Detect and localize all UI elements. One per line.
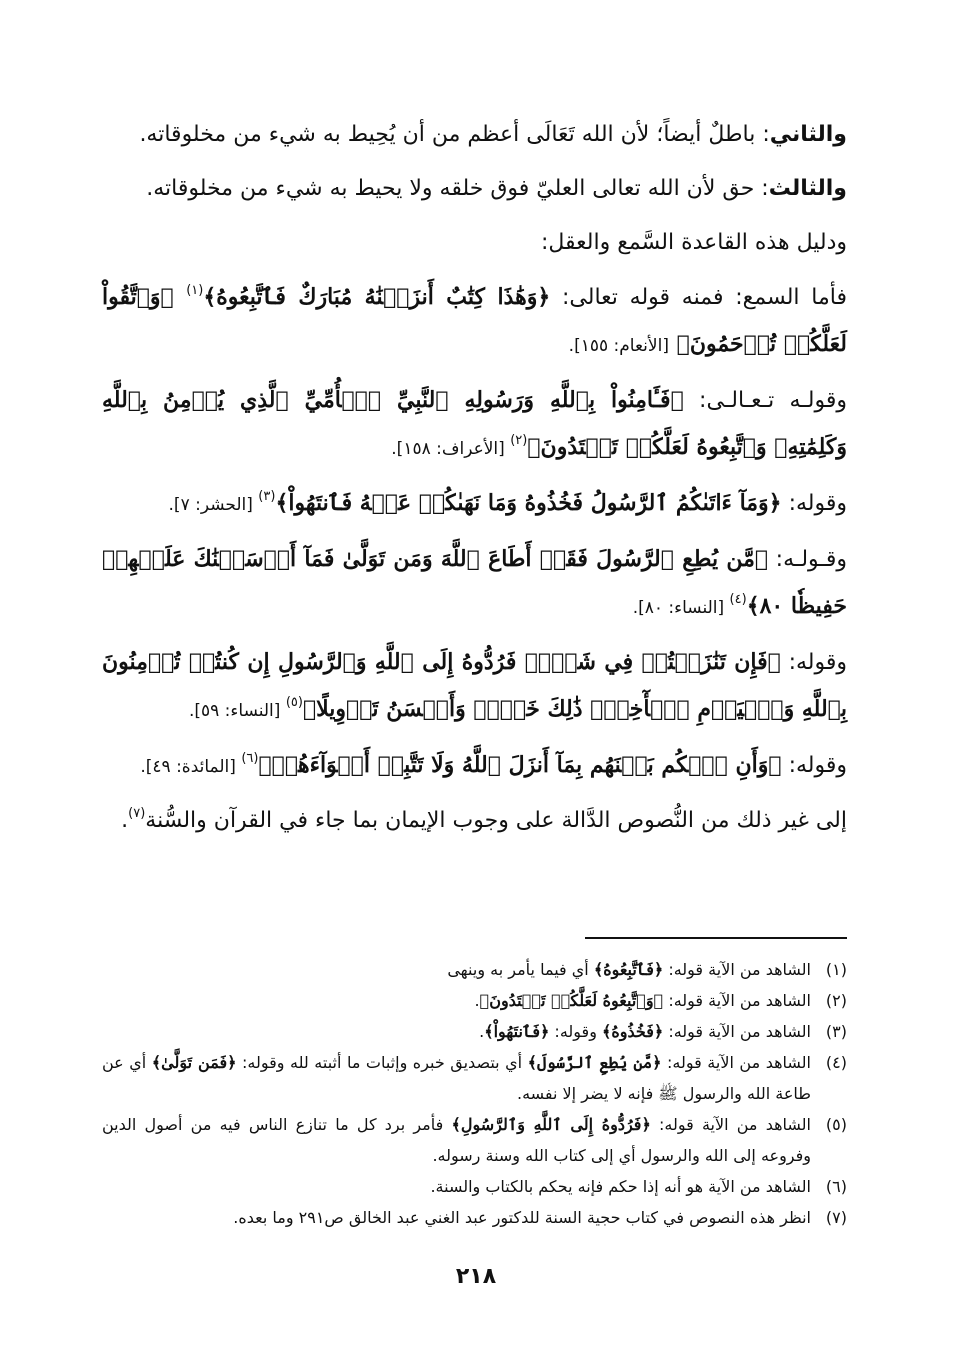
footnote-number: (١) (825, 960, 847, 979)
footnote-post: أي عن طاعة الله والرسول ﷺ فإنه لا يضر إلا نفسه. (102, 1053, 811, 1103)
paragraph-verse-hashr (102, 480, 847, 528)
footnote-pre: الشاهد من الآية قوله: (650, 1115, 811, 1134)
paragraph-verse-araf (102, 377, 847, 472)
paragraph-text: : باطلٌ أيضاً؛ لأن الله تَعَالَى أعظم من أن يُحِيط به شيء من مخلوقاته. (139, 122, 770, 147)
quran-verse: ﴿وَٱتَّقُواْ لَعَلَّكُمۡ تُرۡحَمُونَ﴾ (102, 284, 847, 357)
footnote-pre: الشاهد من الآية قوله: (663, 960, 811, 979)
paragraph-text: وقوله: (781, 491, 847, 516)
paragraph-conclusion (102, 798, 847, 844)
verse-reference: [النساء: ٥٩]. (188, 701, 286, 721)
footnote-post: فأمر برد كل ما تنازع الناس فيه من أصول الدين وفروعه إلى الله والرسول أي إلى كتاب الله وسنة رسوله. (102, 1115, 811, 1165)
quran-verse: ﴿فَٱتَّبِعُوهُ﴾ (593, 960, 664, 979)
paragraph-second-view (102, 112, 847, 158)
footnote-text (102, 1109, 811, 1171)
quran-verse: ﴿وَٱتَّبِعُوهُ لَعَلَّكُمۡ تَهۡتَدُونَ﴾ (479, 991, 664, 1010)
footnote-text (102, 985, 811, 1016)
footnote-post: . (479, 1022, 485, 1041)
footnote-marker[interactable]: (٢) (510, 433, 528, 448)
paragraph-verse-anam (102, 274, 847, 369)
paragraph-third-view (102, 166, 847, 212)
footnote-pre: الشاهد من الآية قوله: (661, 1053, 812, 1072)
footnote-text: انظر هذه النصوص في كتاب حجية السنة للدكتور عبد الغني عبد الخالق ص٢٩١ وما بعده. (233, 1208, 811, 1227)
footnote-text: الشاهد من الآية هو أنه إذا حكم فإنه يحكم بالكتاب والسنة. (430, 1177, 811, 1196)
paragraph-text: وقوله: (780, 650, 847, 675)
paragraph-text: : حق لأن الله تعالى العليّ فوق خلقه ولا يحيط به شيء من مخلوقاته. (146, 176, 769, 201)
footnote-text (102, 954, 811, 985)
footnote-mid: وقوله: (549, 1022, 602, 1041)
footnote-pre: الشاهد من الآية قوله: (663, 991, 811, 1010)
verse-reference: [الأعراف: ١٥٨]. (391, 439, 511, 459)
footnote-marker[interactable]: (٣) (258, 489, 276, 504)
quran-verse: ﴿مَّن يُطِعِ ٱلرَّسُولَ فَقَدۡ أَطَاعَ ٱللَّهَ وَمَن تَوَلَّىٰ فَمَآ أَرۡسَلۡنَٰكَ عَلَيۡهِمۡ حَفِيظٗا ٨٠﴾ (102, 546, 847, 619)
quran-verse: ﴿فَمَن تَوَلَّىٰ﴾ (151, 1053, 237, 1072)
paragraph-text: ودليل هذه القاعدة السَّمع والعقل: (540, 230, 847, 255)
quran-verse: ﴿فَخُذُوهُ﴾ (602, 1022, 664, 1041)
footnote-text (102, 1016, 811, 1047)
verse-reference: [الأنعام: ١٥٥]. (568, 336, 669, 356)
paragraph-verse-nisa-59 (102, 639, 847, 734)
verse-reference: [الحشر: ٧]. (168, 495, 259, 515)
footnote-marker[interactable]: (٦) (241, 751, 259, 766)
footnote-text (102, 1047, 811, 1109)
verse-reference: [النساء: ٨٠]. (632, 598, 730, 618)
quran-verse: ﴿فَإِن تَنَٰزَعۡتُمۡ فِي شَيۡءٖ فَرُدُّوهُ إِلَى ٱللَّهِ وَٱلرَّسُولِ إِن كُنتُمۡ تُؤۡمِنُونَ بِٱللَّهِ وَٱلۡيَوۡمِ ٱلۡأٓخِرِۚ ذَٰلِكَ خَيۡرٞ وَأَحۡسَنُ تَأۡوِيلًا﴾ (102, 649, 847, 722)
footnote-marker[interactable]: (٤) (729, 592, 747, 607)
footnote-post: أي فيما يأمر به وينهى (447, 960, 594, 979)
footnote-mid: أي بتصديق خبره وإثبات ما أثبته لله وقوله: (236, 1053, 528, 1072)
quran-verse: ﴿وَهَٰذَا كِتَٰبٌ أَنزَلۡنَٰهُ مُبَارَكٌ فَٱتَّبِعُوهُ﴾ (203, 284, 551, 310)
footnote-divider (585, 937, 847, 939)
footnote-post: . (474, 991, 480, 1010)
quran-verse: ﴿وَمَآ ءَاتَىٰكُمُ ٱلرَّسُولُ فَخُذُوهُ وَمَا نَهَىٰكُمۡ عَنۡهُ فَٱنتَهُواْ﴾ (275, 490, 782, 516)
footnote-marker[interactable]: (٥) (285, 695, 303, 710)
quran-verse: ﴿فَرُدُّوهُ إِلَى ٱللَّهِ وَٱلرَّسُولِ﴾ (451, 1115, 651, 1134)
quran-verse: ﴿فَٱنتَهُواْ﴾ (484, 1022, 550, 1041)
footnote-number: (٦) (825, 1177, 847, 1196)
footnote-number: (٤) (825, 1053, 847, 1072)
footnote-7 (102, 1202, 847, 1233)
paragraph-text: فأما السمع: فمنه قوله تعالى: (550, 285, 847, 310)
footnote-3 (102, 1016, 847, 1047)
page-body (102, 112, 847, 852)
paragraph-evidence-intro (102, 220, 847, 266)
footnote-marker[interactable]: (١) (186, 283, 204, 298)
footnote-marker[interactable]: (٧) (128, 806, 146, 821)
footnote-number: (٢) (825, 991, 847, 1010)
paragraph-text: وقولـه تـعـالـى: (683, 388, 847, 413)
paragraph-text: وقـولـه: (768, 547, 847, 572)
paragraph-lead: والثالث (768, 176, 847, 201)
footnote-pre: الشاهد من الآية قوله: (663, 1022, 811, 1041)
paragraph-lead: والثاني (769, 122, 847, 147)
footnote-4 (102, 1047, 847, 1109)
footnote-2 (102, 985, 847, 1016)
paragraph-verse-maidah (102, 742, 847, 790)
footnotes (102, 954, 847, 1233)
quran-verse: ﴿مَّن يُطِعِ ٱلرَّسُولَ﴾ (527, 1053, 662, 1072)
footnote-1 (102, 954, 847, 985)
footnote-number: (٣) (825, 1022, 847, 1041)
quran-verse: ﴿فَـَٔامِنُواْ بِٱللَّهِ وَرَسُولِهِ ٱلنَّبِيِّ ٱلۡأُمِّيِّ ٱلَّذِي يُؤۡمِنُ بِٱللَّهِ وَكَلِمَٰتِهِۦ وَٱتَّبِعُوهُ لَعَلَّكُمۡ تَهۡتَدُونَ﴾ (102, 387, 847, 460)
page-number: ٢١٨ (455, 1264, 497, 1289)
paragraph-text: وقوله: (781, 753, 847, 778)
paragraph-text: إلى غير ذلك من النُّصوص الدَّالة على وجوب الإيمان بما جاء في القرآن والسُّنة (145, 808, 847, 833)
paragraph-verse-nisa-80 (102, 536, 847, 631)
quran-verse: ﴿وَأَنِ ٱحۡكُم بَيۡنَهُم بِمَآ أَنزَلَ ٱللَّهُ وَلَا تَتَّبِعۡ أَهۡوَآءَهُمۡ﴾ (258, 752, 782, 778)
footnote-number: (٥) (825, 1115, 847, 1134)
footnote-5 (102, 1109, 847, 1171)
footnote-6 (102, 1171, 847, 1202)
paragraph-tail: . (121, 808, 129, 833)
footnote-number: (٧) (825, 1208, 847, 1227)
verse-reference: [المائدة: ٤٩]. (140, 757, 242, 777)
